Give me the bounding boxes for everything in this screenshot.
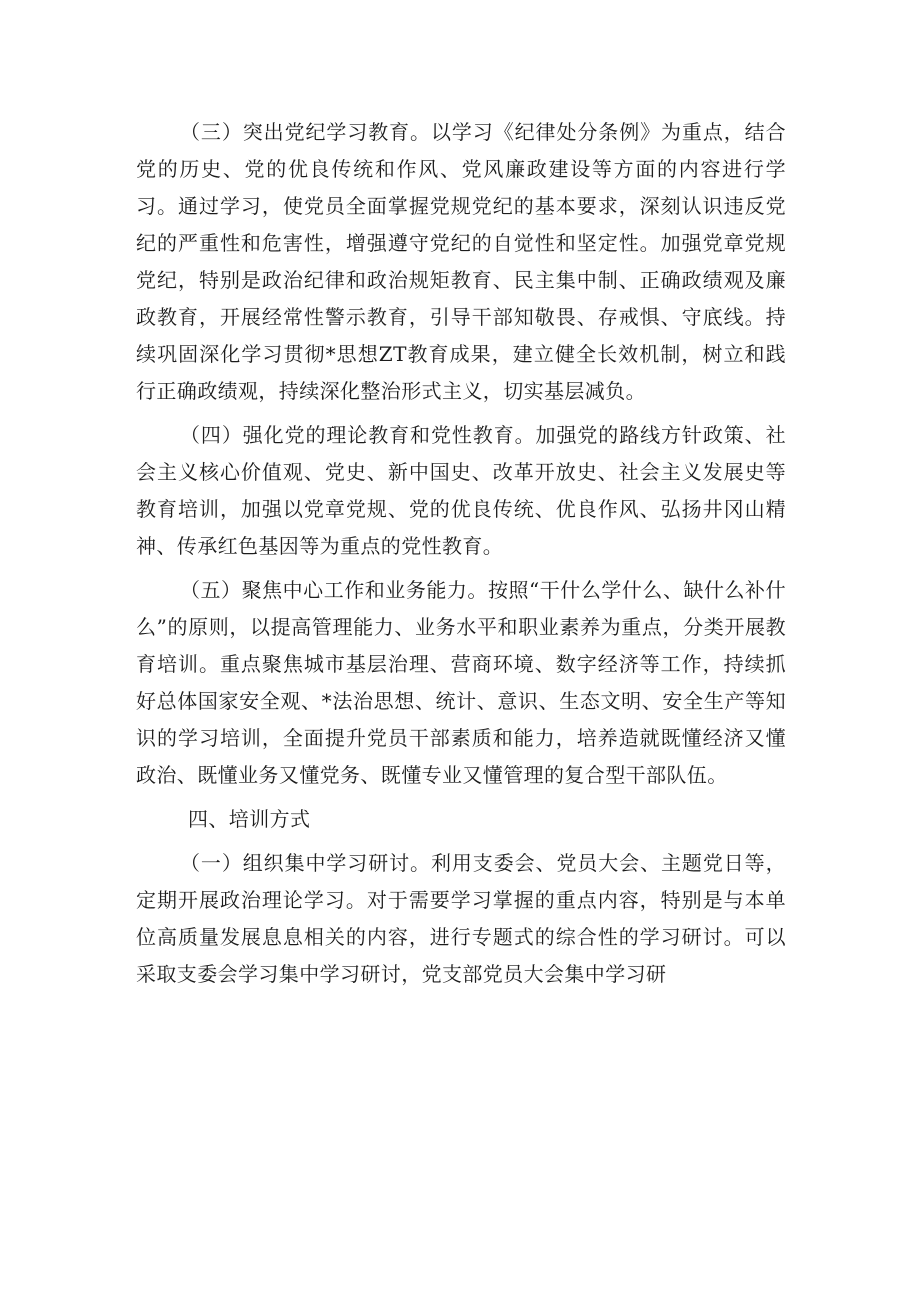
paragraph-discipline-education: （三）突出党纪学习教育。以学习《纪律处分条例》为重点，结合党的历史、党的优良传统和作风、党风廉政建设等方面的内容进行学习。通过学习，使党员全面掌握党规党纪的基本要求，深刻认识违反党纪的严重性和危害性，增强遵守党纪的自觉性和坚定性。加强党章党规党纪，特别是政治纪律和政治规矩教育、民主集中制、正确政绩观及廉政教育，开展经常性警示教育，引导干部知敬畏、存戒惧、守底线。持续巩固深化学习贯彻*思想ZT教育成果，建立健全长效机制，树立和践行正确政绩观，持续深化整治形式主义，切实基层减负。 [136,120,786,403]
document-body [136,114,786,993]
paragraph-group-study: （一）组织集中学习研讨。利用支委会、党员大会、主题党日等，定期开展政治理论学习。对于需要学习掌握的重点内容，特别是与本单位高质量发展息息相关的内容，进行专题式的综合性的学习研讨。可以采取支委会学习集中学习研讨，党支部党员大会集中学习研 [136,851,786,986]
section-heading-training-methods: 四、培训方式 [188,807,311,831]
paragraph-theory-education: （四）强化党的理论教育和党性教育。加强党的路线方针政策、社会主义核心价值观、党史、新中国史、改革开放史、社会主义发展史等教育培训，加强以党章党规、党的优良传统、优良作风、弘扬井冈山精神、传承红色基因等为重点的党性教育。 [136,423,786,558]
paragraph-core-work: （五）聚焦中心工作和业务能力。按照“干什么学什么、缺什么补什么”的原则，以提高管理能力、业务水平和职业素养为重点，分类开展教育培训。重点聚焦城市基层治理、营商环境、数字经济等工作，持续抓好总体国家安全观、*法治思想、统计、意识、生态文明、安全生产等知识的学习培训，全面提升党员干部素质和能力，培养造就既懂经济又懂政治、既懂业务又懂党务、既懂专业又懂管理的复合型干部队伍。 [136,578,786,787]
